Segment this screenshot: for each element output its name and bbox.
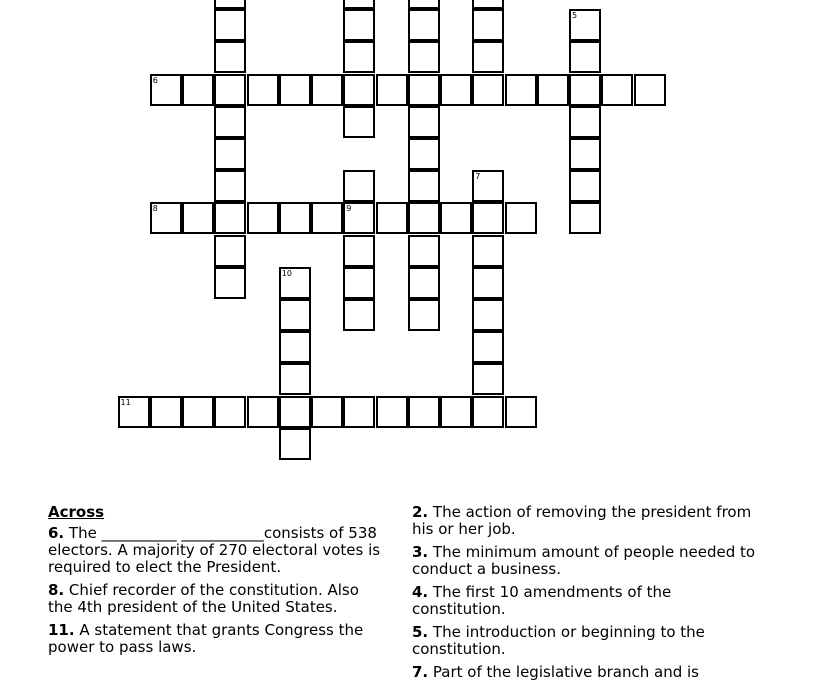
grid-cell[interactable] <box>214 267 246 299</box>
across-heading: Across <box>48 503 105 521</box>
grid-cell[interactable] <box>408 299 440 331</box>
grid-cell[interactable] <box>311 74 343 106</box>
grid-cell[interactable] <box>376 74 408 106</box>
grid-cell[interactable] <box>472 299 504 331</box>
grid-cell[interactable] <box>408 396 440 428</box>
grid-cell[interactable] <box>214 396 246 428</box>
grid-cell[interactable] <box>472 202 504 234</box>
grid-cell[interactable] <box>472 235 504 267</box>
grid-cell[interactable] <box>214 138 246 170</box>
grid-cell[interactable] <box>343 9 375 41</box>
clue-number: 8 <box>152 204 158 214</box>
grid-cell[interactable] <box>408 267 440 299</box>
grid-cell[interactable] <box>343 0 375 9</box>
grid-cell[interactable] <box>569 41 601 73</box>
grid-cell[interactable] <box>214 9 246 41</box>
clue-across-8: 8. Chief recorder of the constitution. Also the 4th president of the United States. <box>48 581 359 616</box>
grid-cell[interactable] <box>472 9 504 41</box>
clue-down-7: 7. Part of the legislative branch and is <box>412 663 699 681</box>
grid-cell[interactable] <box>279 331 311 363</box>
grid-cell[interactable] <box>440 396 472 428</box>
grid-cell[interactable] <box>279 428 311 460</box>
grid-cell[interactable] <box>214 41 246 73</box>
grid-cell[interactable] <box>343 74 375 106</box>
grid-cell[interactable] <box>408 235 440 267</box>
grid-cell[interactable] <box>472 41 504 73</box>
clue-down-3: 3. The minimum amount of people needed to conduct a business. <box>412 543 756 578</box>
grid-cell[interactable] <box>343 41 375 73</box>
clue-down-4: 4. The first 10 amendments of the constitution. <box>412 583 672 618</box>
grid-cell[interactable] <box>472 0 504 9</box>
clue-down-5: 5. The introduction or beginning to the constitution. <box>412 623 705 658</box>
grid-cell[interactable] <box>279 299 311 331</box>
grid-cell[interactable] <box>279 363 311 395</box>
grid-cell[interactable] <box>150 396 182 428</box>
grid-cell[interactable] <box>569 202 601 234</box>
grid-cell[interactable] <box>311 396 343 428</box>
grid-cell[interactable] <box>343 170 375 202</box>
grid-cell[interactable] <box>343 106 375 138</box>
grid-cell[interactable] <box>569 106 601 138</box>
grid-cell[interactable] <box>279 202 311 234</box>
clue-number: 5 <box>572 11 578 21</box>
grid-cell[interactable] <box>408 106 440 138</box>
grid-cell[interactable] <box>537 74 569 106</box>
grid-cell[interactable] <box>440 202 472 234</box>
across-clues <box>48 504 388 662</box>
grid-cell[interactable] <box>311 202 343 234</box>
clue-across-6: 6. The __________ ___________consists of 538 electors. A majority of 270 electoral votes is required to elect the President. <box>48 524 381 576</box>
clue-across-11: 11. A statement that grants Congress the power to pass laws. <box>48 621 364 656</box>
grid-cell[interactable] <box>182 202 214 234</box>
grid-cell[interactable] <box>408 170 440 202</box>
grid-cell[interactable] <box>247 74 279 106</box>
grid-cell[interactable] <box>279 74 311 106</box>
clue-down-2: 2. The action of removing the president from his or her job. <box>412 503 752 538</box>
grid-cell[interactable] <box>214 106 246 138</box>
grid-cell[interactable] <box>182 396 214 428</box>
grid-cell[interactable] <box>247 202 279 234</box>
grid-cell[interactable] <box>408 41 440 73</box>
grid-cell[interactable] <box>505 396 537 428</box>
grid-cell[interactable] <box>408 202 440 234</box>
clue-number: 7 <box>475 172 481 182</box>
grid-cell[interactable] <box>472 331 504 363</box>
grid-cell[interactable] <box>440 74 472 106</box>
grid-cell[interactable] <box>343 267 375 299</box>
grid-cell[interactable] <box>214 235 246 267</box>
grid-cell[interactable] <box>247 396 279 428</box>
grid-cell[interactable] <box>601 74 633 106</box>
grid-cell[interactable] <box>408 138 440 170</box>
grid-cell[interactable] <box>214 0 246 9</box>
grid-cell[interactable] <box>343 235 375 267</box>
grid-cell[interactable] <box>505 202 537 234</box>
grid-cell[interactable] <box>376 202 408 234</box>
grid-cell[interactable] <box>569 138 601 170</box>
grid-cell[interactable] <box>376 396 408 428</box>
clue-number: 9 <box>346 204 352 214</box>
grid-cell[interactable] <box>472 363 504 395</box>
grid-cell[interactable] <box>343 396 375 428</box>
grid-cell[interactable] <box>472 396 504 428</box>
grid-cell[interactable] <box>569 74 601 106</box>
grid-cell[interactable] <box>472 267 504 299</box>
grid-cell[interactable] <box>343 299 375 331</box>
clue-number: 10 <box>281 268 292 278</box>
grid-cell[interactable] <box>408 74 440 106</box>
clue-number: 6 <box>152 75 158 85</box>
grid-cell[interactable] <box>408 9 440 41</box>
grid-cell[interactable] <box>279 396 311 428</box>
clue-number: 11 <box>120 397 131 407</box>
grid-cell[interactable] <box>408 0 440 9</box>
grid-cell[interactable] <box>214 170 246 202</box>
grid-cell[interactable] <box>634 74 666 106</box>
grid-cell[interactable] <box>214 74 246 106</box>
grid-cell[interactable] <box>569 170 601 202</box>
grid-cell[interactable] <box>214 202 246 234</box>
grid-cell[interactable] <box>472 74 504 106</box>
grid-cell[interactable] <box>505 74 537 106</box>
grid-cell[interactable] <box>182 74 214 106</box>
